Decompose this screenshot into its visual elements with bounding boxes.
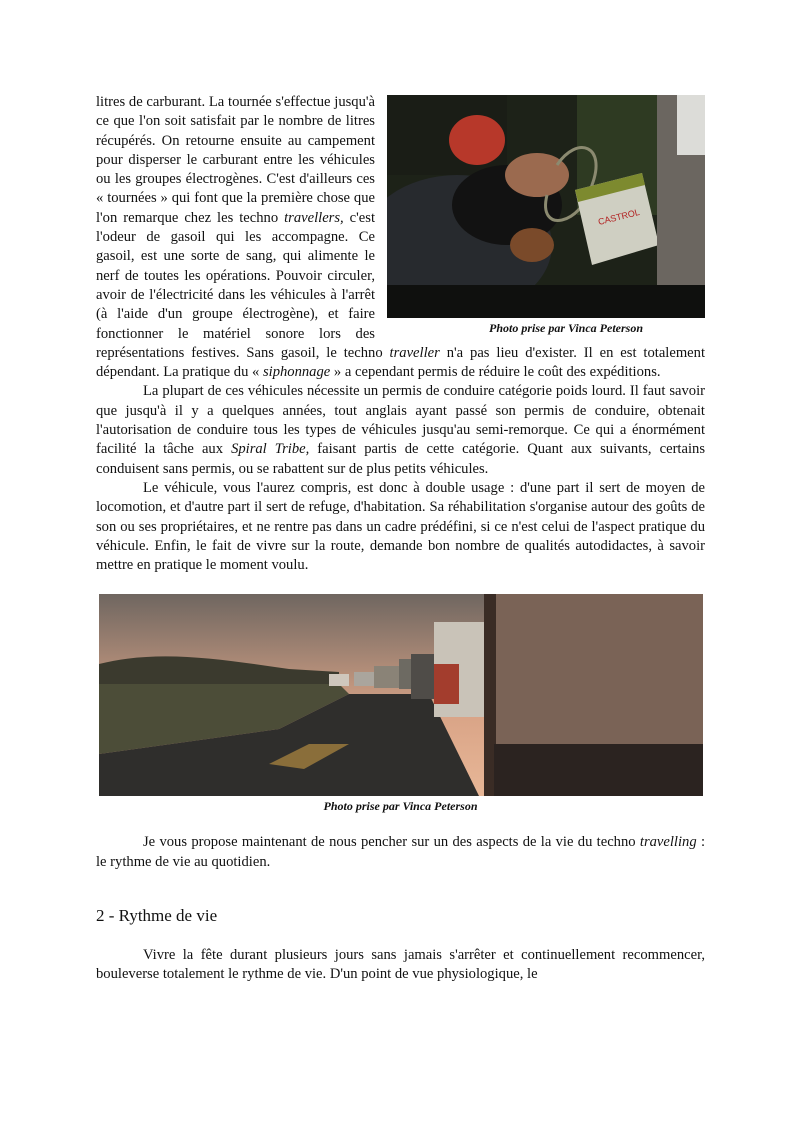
can-label: CASTROL [597,206,641,227]
figure2-caption: Photo prise par Vinca Peterson [323,799,478,814]
paragraph-vehicule: Le véhicule, vous l'aurez compris, est donc à double usage : d'une part il sert de moyen de locomotion, et d'autre part il sert de refuge, d'habitation. Sa réhabilitation s'organise autour des goûts de son ou ses propriétaires, et ne rentre pas dans un cadre prédéfini, si ce n'est celui de l'aspect pratique du véhicule. Enfin, le fait de vivre sur la route, demande bon nombre de qualités autodidactes, à savoir mettre en pratique le moment voulu. [96,479,705,574]
paragraph-transition: Je vous propose maintenant de nous pencher sur un des aspects de la vie du techno travelling : le rythme de vie au quotidien. [96,834,706,870]
document-page [96,93,705,985]
photo-siphoning-fuel [387,95,705,318]
figure1-caption: Photo prise par Vinca Peterson [488,321,643,335]
figure-convoy [96,594,705,813]
paragraph-permis: La plupart de ces véhicules nécessite un permis de conduire catégorie poids lourd. Il faut savoir que jusqu'à il y a quelques années, tout anglais ayant passé son permis de conduire, obtenait l'autorisation de conduire tous les types de véhicules jusqu'au semi-remorque. Ce qui a énormément facilité la tâche aux Spiral Tribe, faisant partis de cette catégorie. Quant aux suivants, certains conduisent sans permis, ou se rabattent sur de plus petits véhicules. [96,383,705,477]
photo-truck-convoy [99,594,703,796]
intro-paragraph: litres de carburant. La tournée s'effectue jusqu'à ce que l'on soit satisfait par le nombre de litres récupérés. On retourne ensuite au campement pour disperser le carburant entre les véhicules ou les groupes électrogènes. C'est d'ailleurs ces « tournées » qui font que la première chose que l'on remarque chez les techno travellers, c'est l'odeur de gasoil qui les accompagne. Ce gasoil, est une sorte de sang, qui alimente le nerf de toutes les opérations. Pouvoir circuler, avoir de l'électricité dans les véhicules à l'arrêt (à l'aide d'un groupe électrogène), et faire fonctionner le matériel sonore lors des représentations festives. Sans gasoil, le techno traveller n'a pas lieu d'exister. Il en est totalement dépendant. La pratique du « siphonnage » a cependant permis de réduire le coût des expéditions. [96,94,706,381]
figure-siphoning [387,95,705,335]
section-heading: 2 - Rythme de vie [96,906,218,926]
paragraph-rythme: Vivre la fête durant plusieurs jours sans jamais s'arrêter et continuellement recommencer, bouleverse totalement le rythme de vie. D'un point de vue physiologique, le [96,947,705,983]
